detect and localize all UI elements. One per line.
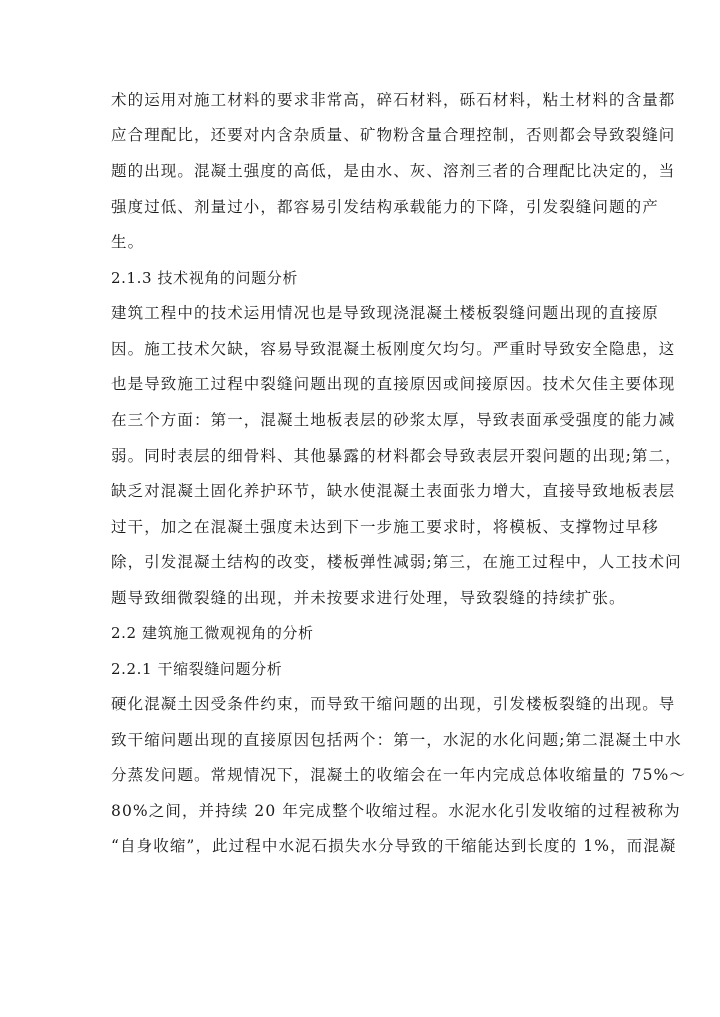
section-heading: 2.1.3 技术视角的问题分析 bbox=[111, 269, 298, 287]
paragraph-line: 除，引发混凝土结构的改变，楼板弹性减弱;第三，在施工过程中，人工技术问 bbox=[111, 553, 682, 571]
paragraph-line: 分蒸发问题。常规情况下，混凝土的收缩会在一年内完成总体收缩量的 75%～ bbox=[111, 766, 686, 784]
paragraph-line: 因。施工技术欠缺，容易导致混凝土板刚度欠均匀。严重时导致安全隐患，这 bbox=[111, 340, 676, 358]
paragraph-line: 缺乏对混凝土固化养护环节，缺水使混凝土表面张力增大，直接导致地板表层 bbox=[111, 482, 676, 500]
paragraph-line: 弱。同时表层的细骨料、其他暴露的材料都会导致表层开裂问题的出现;第二， bbox=[111, 447, 682, 465]
paragraph-line: 应合理配比，还要对内含杂质量、矿物粉含量合理控制，否则都会导致裂缝问 bbox=[111, 126, 676, 144]
paragraph-line: 在三个方面：第一，混凝土地板表层的砂浆太厚，导致表面承受强度的能力减 bbox=[111, 411, 676, 429]
paragraph-line: 致干缩问题出现的直接原因包括两个：第一，水泥的水化问题;第二混凝土中水 bbox=[111, 731, 682, 749]
paragraph-line: 硬化混凝土因受条件约束，而导致干缩问题的出现，引发楼板裂缝的出现。导 bbox=[111, 695, 676, 713]
subsection-heading: 2.2.1 干缩裂缝问题分析 bbox=[111, 660, 283, 678]
section-heading: 2.2 建筑施工微观视角的分析 bbox=[111, 624, 314, 642]
paragraph-line: 也是导致施工过程中裂缝问题出现的直接原因或间接原因。技术欠佳主要体现 bbox=[111, 375, 676, 393]
paragraph-line: 术的运用对施工材料的要求非常高，碎石材料，砾石材料，粘土材料的含量都 bbox=[111, 91, 676, 109]
paragraph-line: 题导致细微裂缝的出现，并未按要求进行处理，导致裂缝的持续扩张。 bbox=[111, 589, 626, 607]
paragraph-line: 过干，加之在混凝土强度未达到下一步施工要求时，将模板、支撑物过早移 bbox=[111, 518, 659, 536]
paragraph-line: 生。 bbox=[111, 233, 145, 251]
paragraph-line: 80%之间，并持续 20 年完成整个收缩过程。水泥水化引发收缩的过程被称为 bbox=[111, 802, 681, 820]
paragraph-line: “自身收缩”，此过程中水泥石损失水分导致的干缩能达到长度的 1%，而混凝 bbox=[111, 837, 677, 855]
paragraph-line: 强度过低、剂量过小，都容易引发结构承载能力的下降，引发裂缝问题的产 bbox=[111, 198, 659, 216]
paragraph-line: 题的出现。混凝土强度的高低，是由水、灰、溶剂三者的合理配比决定的，当 bbox=[111, 162, 676, 180]
paragraph-line: 建筑工程中的技术运用情况也是导致现浇混凝土楼板裂缝问题出现的直接原 bbox=[111, 304, 659, 322]
